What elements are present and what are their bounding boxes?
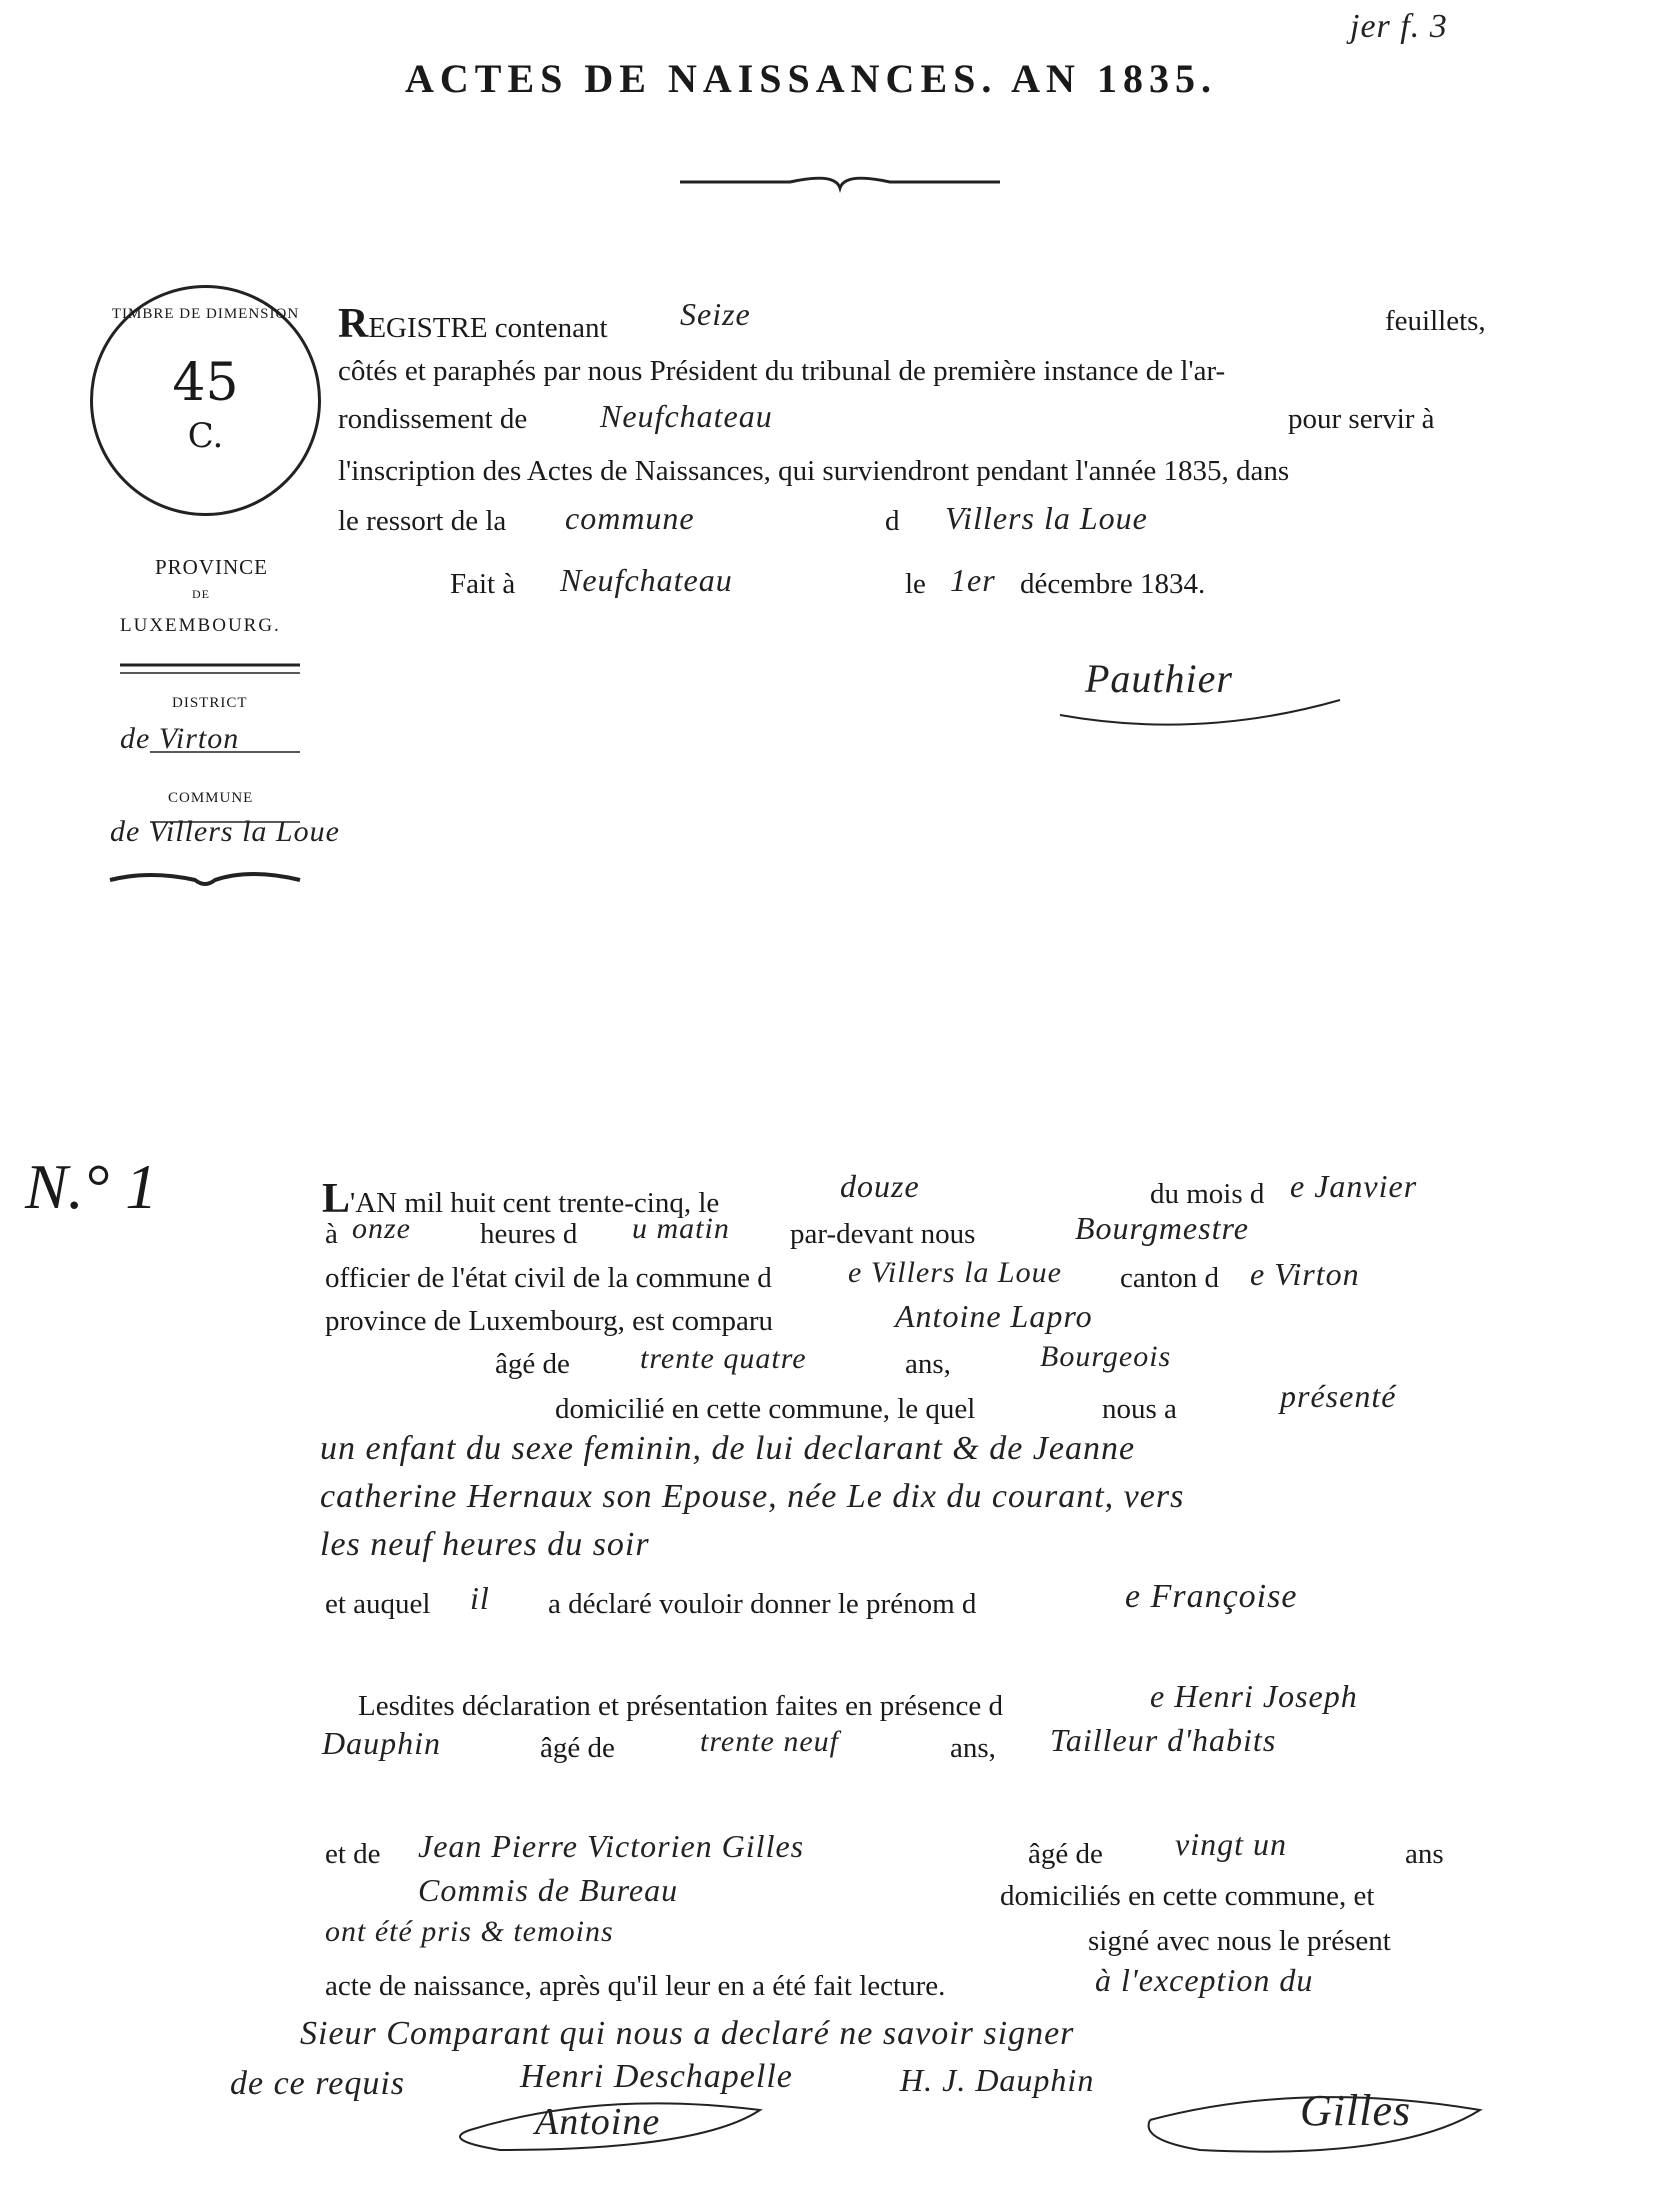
act-witness-line-2-b: ans, <box>950 1732 996 1764</box>
act-exception-note: à l'exception du <box>1095 1962 1314 1998</box>
act-line-2-b: heures d <box>480 1218 578 1250</box>
act-witness-line-3-b: âgé de <box>1028 1838 1103 1870</box>
act-line-2-a: à <box>325 1218 338 1250</box>
act-hand-line-13: Sieur Comparant qui nous a declaré ne savoir signer <box>300 2015 1075 2052</box>
act-line-1-mid: du mois d <box>1150 1178 1265 1210</box>
act-declarant-age: trente quatre <box>640 1342 807 1375</box>
register-fait: Fait à <box>450 568 516 600</box>
act-number: N.° 1 <box>25 1151 158 1222</box>
register-line-3: rondissement de <box>338 403 528 435</box>
act-line-1: L'AN mil huit cent trente-cinq, le <box>322 1176 720 1222</box>
act-commune: e Villers la Loue <box>848 1256 1062 1289</box>
act-hand-line-8: catherine Hernaux son Epouse, née Le dix du courant, vers <box>320 1478 1185 1515</box>
act-line-3-b: canton d <box>1120 1262 1220 1294</box>
act-line-10-pronoun: il <box>470 1580 490 1616</box>
register-fait-place: Neufchateau <box>560 562 733 598</box>
register-line-1-end: feuillets, <box>1385 305 1486 337</box>
act-witness1-first-names: e Henri Joseph <box>1150 1678 1358 1714</box>
stamp-unit: C. <box>187 416 224 456</box>
act-line-10-b: a déclaré vouloir donner le prénom d <box>548 1588 977 1620</box>
act-witness-line-1: Lesdites déclaration et présentation faites en présence d <box>358 1690 1003 1722</box>
register-line-5-mid: d <box>885 505 900 537</box>
act-canton: e Virton <box>1250 1256 1360 1292</box>
president-signature: Pauthier <box>1085 656 1233 701</box>
corner-note: jer f. 3 <box>1350 8 1448 45</box>
act-presented: présenté <box>1280 1378 1397 1414</box>
act-witness2-profession: Commis de Bureau <box>418 1872 679 1908</box>
district-value: de Virton <box>120 722 240 755</box>
province-name: LUXEMBOURG. <box>120 615 281 636</box>
register-line-5: le ressort de la <box>338 505 507 537</box>
province-label: PROVINCE <box>155 555 269 579</box>
act-line-4-a: province de Luxembourg, est comparu <box>325 1305 774 1337</box>
act-child-name: e Françoise <box>1125 1578 1298 1615</box>
act-witness-line-2-a: âgé de <box>540 1732 615 1764</box>
act-line-5-b: ans, <box>905 1348 951 1380</box>
act-day: douze <box>840 1168 920 1204</box>
register-commune-name: Villers la Loue <box>945 500 1148 536</box>
register-line-3-end: pour servir à <box>1288 403 1435 435</box>
stamp-ring-text: TIMBRE DE DIMENSION <box>111 306 300 322</box>
signature-gilles: Gilles <box>1300 2086 1412 2135</box>
title-text: ACTES DE NAISSANCES. <box>405 56 998 101</box>
district-label: DISTRICT <box>172 695 248 711</box>
register-arrondissement: Neufchateau <box>600 398 773 434</box>
act-witness2-age: vingt un <box>1175 1826 1287 1862</box>
stamp-value: 45 <box>172 353 239 413</box>
act-witness2-name: Jean Pierre Victorien Gilles <box>418 1828 805 1864</box>
title-year: AN 1835. <box>1011 56 1217 101</box>
act-line-10-a: et auquel <box>325 1588 431 1620</box>
act-witness-line-4: domiciliés en cette commune, et <box>1000 1880 1375 1912</box>
act-officer-title: Bourgmestre <box>1075 1210 1249 1246</box>
act-witness-line-5: signé avec nous le présent <box>1088 1925 1391 1957</box>
act-line-2-c: par-devant nous <box>790 1218 976 1250</box>
register-leaves-count: Seize <box>680 296 751 332</box>
act-witness-line-3-c: ans <box>1405 1838 1444 1870</box>
act-witness1-age: trente neuf <box>700 1725 840 1758</box>
act-declarant-profession: Bourgeois <box>1040 1340 1172 1373</box>
act-line-6-a: domicilié en cette commune, le quel <box>555 1393 976 1425</box>
act-time-of-day: u matin <box>632 1212 730 1245</box>
act-witness1-surname: Dauphin <box>322 1725 441 1761</box>
register-line-2: côtés et paraphés par nous Président du tribunal de première instance de l'ar- <box>338 355 1226 387</box>
register-line-1: REGISTRE contenant <box>338 301 608 347</box>
signature-antoine: Antoine <box>535 2101 661 2143</box>
act-hand-line-9: les neuf heures du soir <box>320 1526 650 1563</box>
register-line-4: l'inscription des Actes de Naissances, qui surviendront pendant l'année 1835, dans <box>338 455 1290 487</box>
province-de: DE <box>192 587 210 601</box>
commune-label: COMMUNE <box>168 790 254 806</box>
signature-dauphin: H. J. Dauphin <box>900 2062 1095 2098</box>
act-witness1-profession: Tailleur d'habits <box>1050 1722 1277 1758</box>
act-witness-role: ont été pris & temoins <box>325 1915 614 1948</box>
act-witness-line-6: acte de naissance, après qu'il leur en a été fait lecture. <box>325 1970 946 2002</box>
act-line-3-a: officier de l'état civil de la commune d <box>325 1262 772 1294</box>
act-hand-line-7: un enfant du sexe feminin, de lui declarant & de Jeanne <box>320 1430 1136 1467</box>
register-fait-day: 1er <box>950 562 996 598</box>
act-hour: onze <box>352 1212 411 1245</box>
commune-value: de Villers la Loue <box>110 815 340 848</box>
register-fait-le: le <box>905 568 926 600</box>
act-month: e Janvier <box>1290 1168 1418 1204</box>
register-fait-date: décembre 1834. <box>1020 568 1206 600</box>
act-hand-line-14: de ce requis <box>230 2065 406 2102</box>
signature-deschapelle: Henri Deschapelle <box>520 2058 793 2095</box>
act-declarant-name: Antoine Lapro <box>895 1298 1093 1334</box>
act-line-5-a: âgé de <box>495 1348 570 1380</box>
act-line-6-b: nous a <box>1102 1393 1177 1425</box>
tax-stamp <box>90 285 321 516</box>
register-commune-word: commune <box>565 500 695 536</box>
act-witness-line-3-a: et de <box>325 1838 381 1870</box>
